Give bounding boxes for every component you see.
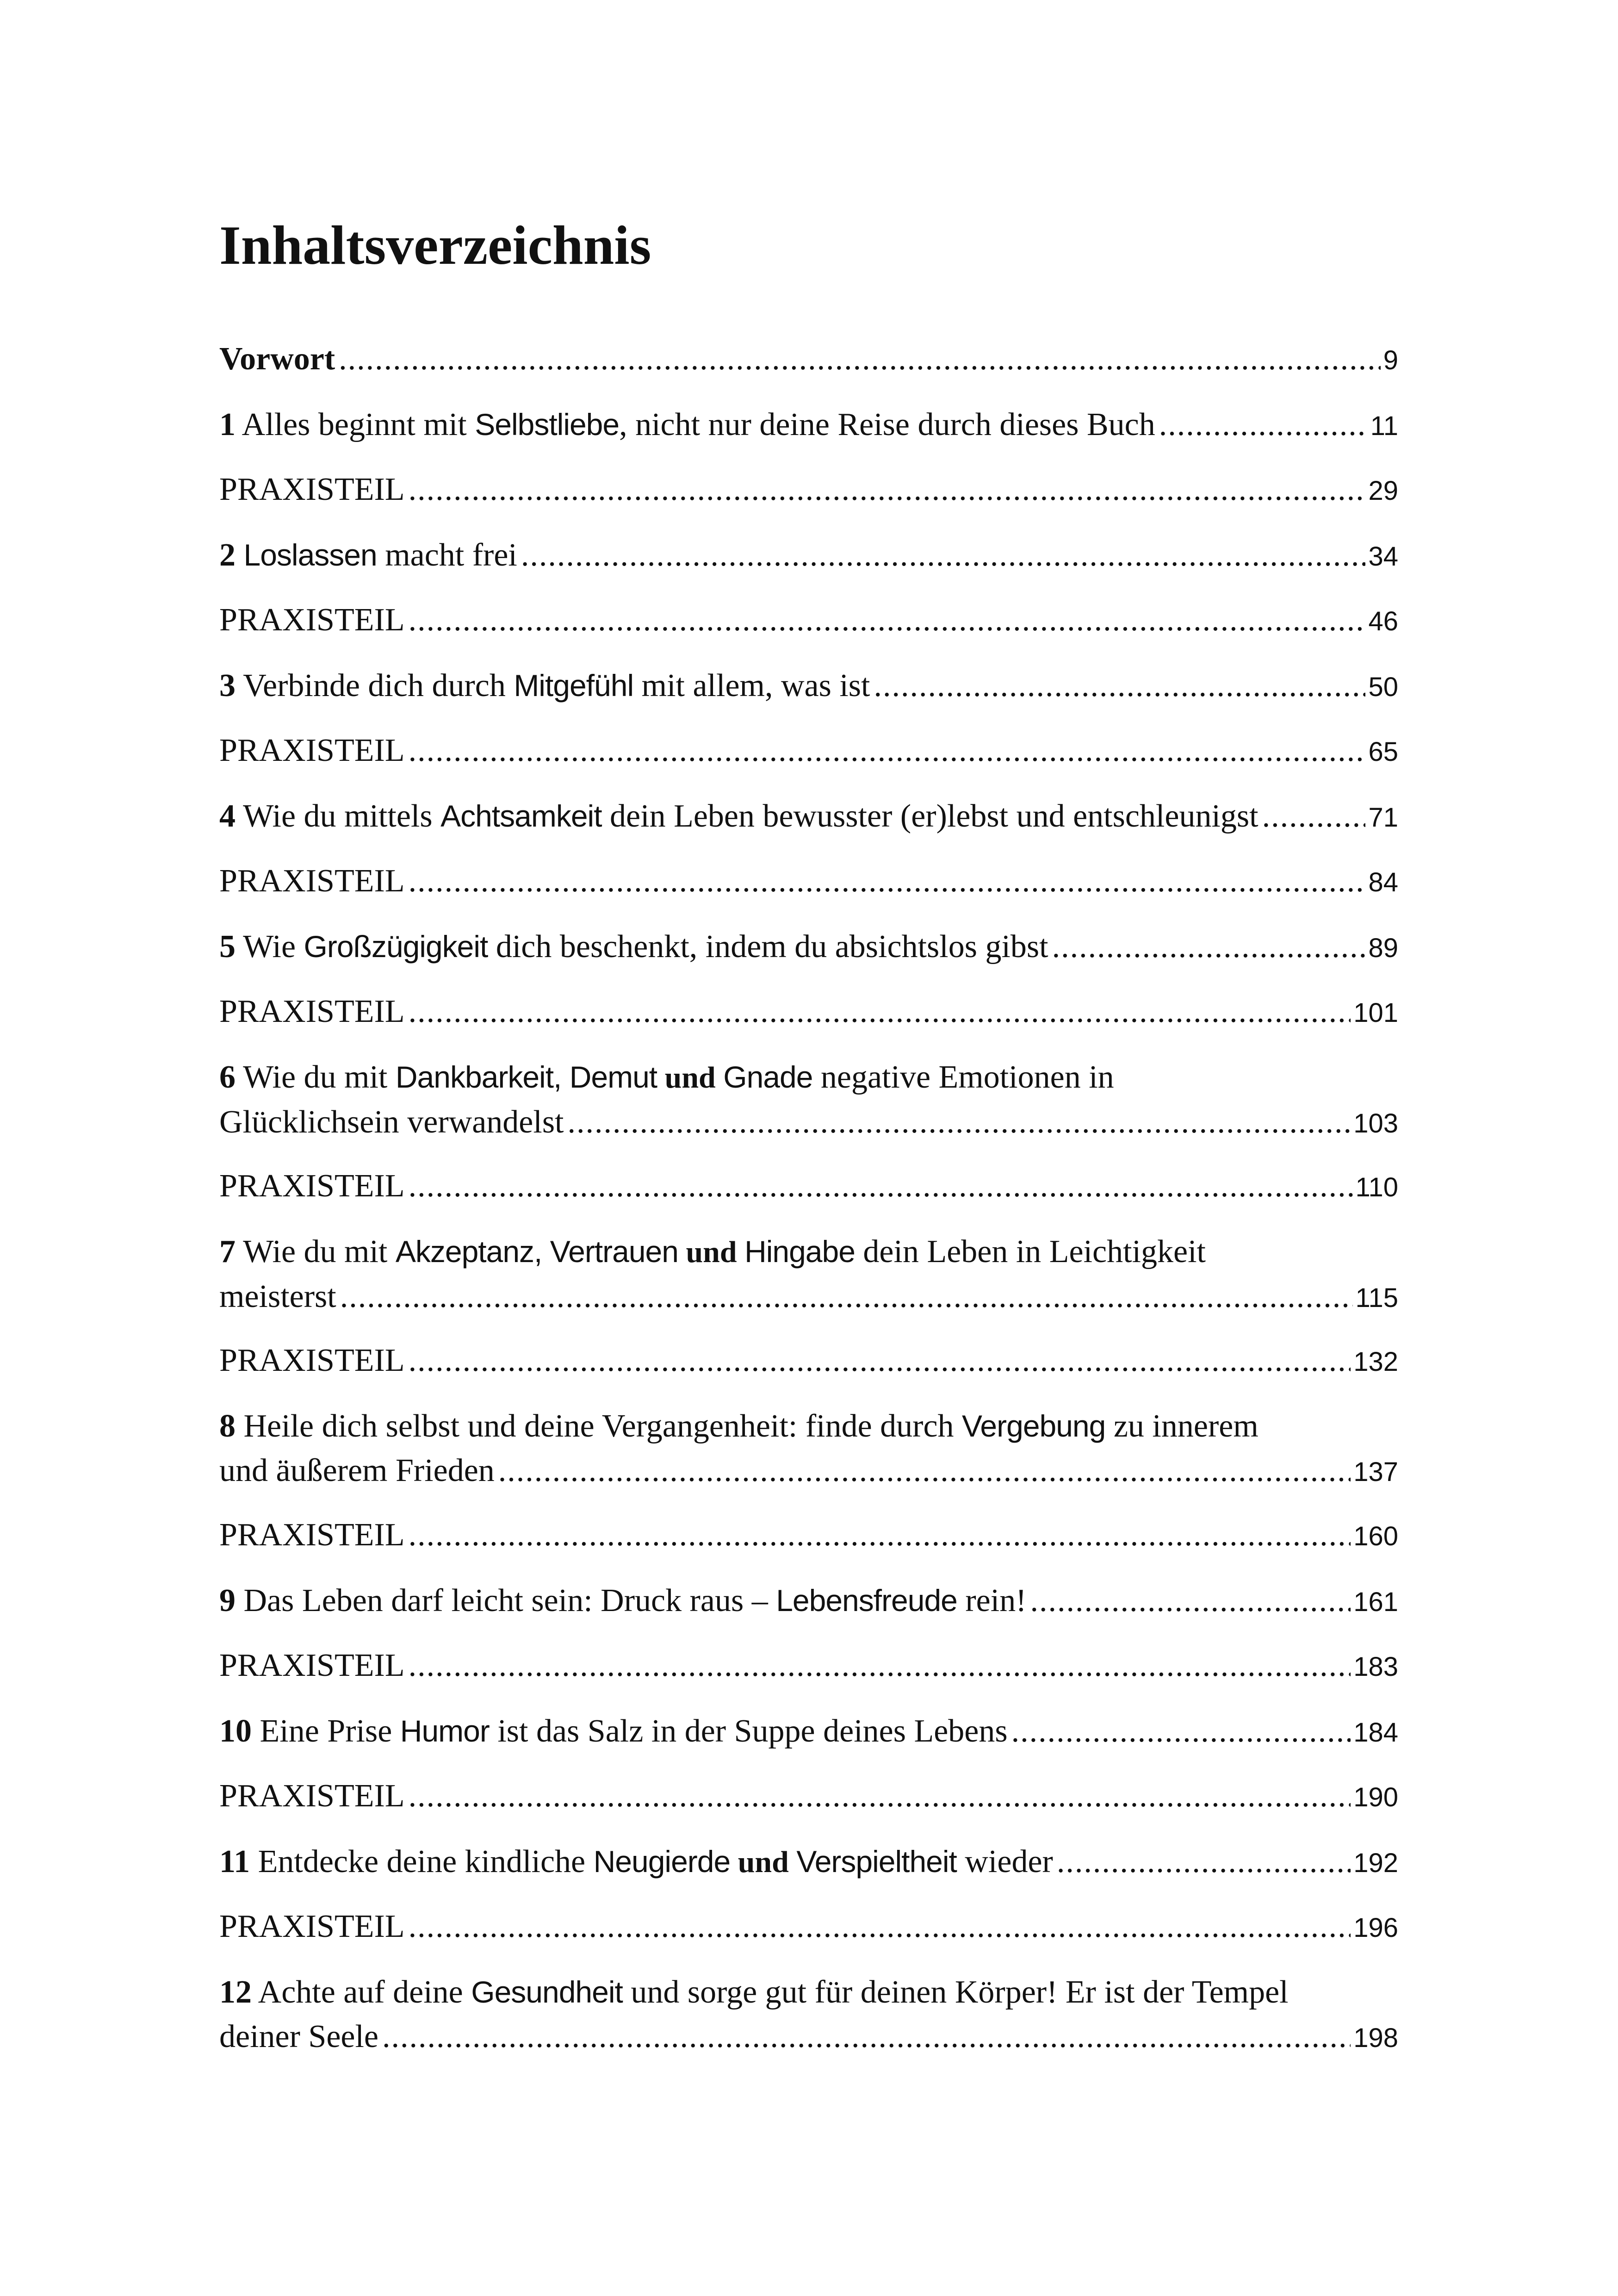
toc-text: dein Leben bewusster (er)lebst und entschleunigst bbox=[601, 798, 1258, 834]
dot-leader bbox=[409, 1774, 1351, 1818]
toc-text: Glücklichsein verwandelst bbox=[219, 1104, 564, 1140]
toc-entry-line bbox=[219, 1404, 1398, 1449]
chapter-number: 2 bbox=[219, 537, 236, 573]
toc-entry-line bbox=[219, 1449, 1398, 1494]
dot-leader bbox=[1057, 1840, 1351, 1884]
page-number: 190 bbox=[1353, 1782, 1398, 1812]
toc-entry-title bbox=[219, 1404, 1258, 1449]
toc-text: PRAXISTEIL bbox=[219, 1778, 405, 1814]
toc-entry-title bbox=[219, 1709, 1008, 1754]
page-number: 101 bbox=[1353, 998, 1398, 1028]
chapter-number: 1 bbox=[219, 407, 236, 442]
toc-entry bbox=[219, 598, 1398, 644]
chapter-keyword: Mitgefühl bbox=[514, 668, 634, 703]
page-number: 183 bbox=[1353, 1652, 1398, 1682]
toc-entry-line bbox=[219, 663, 1398, 709]
toc-entry-title bbox=[219, 1055, 1114, 1100]
toc-text: zu innerem bbox=[1105, 1408, 1258, 1444]
toc-text bbox=[236, 537, 244, 573]
toc-entry-title bbox=[219, 989, 405, 1034]
page-number: 115 bbox=[1355, 1283, 1398, 1313]
toc-text: macht frei bbox=[377, 537, 517, 573]
dot-leader bbox=[1052, 925, 1366, 969]
toc-entry bbox=[219, 337, 1398, 383]
toc-entry-line bbox=[219, 1055, 1398, 1100]
toc-entry-title bbox=[219, 1578, 1027, 1623]
toc-entry-line bbox=[219, 859, 1398, 905]
chapter-number: 5 bbox=[219, 929, 236, 964]
toc-entry bbox=[219, 1513, 1398, 1559]
toc-entry bbox=[219, 1709, 1398, 1755]
toc-entry-title bbox=[219, 1904, 405, 1949]
dot-leader bbox=[498, 1449, 1351, 1493]
chapter-number: 3 bbox=[219, 668, 236, 703]
toc-entry-line bbox=[219, 924, 1398, 971]
toc-entry bbox=[219, 1774, 1398, 1820]
toc-text: PRAXISTEIL bbox=[219, 1648, 405, 1683]
toc-entry bbox=[219, 1970, 1398, 2060]
page-number: 103 bbox=[1353, 1108, 1398, 1139]
dot-leader bbox=[409, 1513, 1351, 1557]
toc-text: Entdecke deine kindliche bbox=[250, 1844, 594, 1879]
dot-leader bbox=[874, 664, 1365, 708]
chapter-number: 9 bbox=[219, 1583, 236, 1618]
toc-text: Wie du mit bbox=[236, 1234, 396, 1269]
toc-entry-line bbox=[219, 1513, 1398, 1559]
toc-text: Eine Prise bbox=[252, 1713, 400, 1749]
dot-leader bbox=[340, 1275, 1353, 1319]
dot-leader bbox=[409, 728, 1366, 773]
page-number: 29 bbox=[1368, 476, 1398, 506]
toc-text: PRAXISTEIL bbox=[219, 733, 405, 768]
chapter-number: 8 bbox=[219, 1408, 236, 1444]
page-number: 84 bbox=[1368, 867, 1398, 897]
toc-entry-title bbox=[219, 2015, 378, 2059]
chapter-keyword: Humor bbox=[400, 1714, 490, 1748]
toc-entry bbox=[219, 728, 1398, 774]
toc-entry-title bbox=[219, 598, 405, 642]
dot-leader bbox=[521, 533, 1366, 578]
toc-text: dein Leben in Leichtigkeit bbox=[855, 1234, 1206, 1269]
toc-text: Verbinde dich durch bbox=[236, 668, 514, 703]
toc-entry bbox=[219, 402, 1398, 448]
page-number: 9 bbox=[1383, 345, 1398, 375]
toc-entry-line bbox=[219, 2015, 1398, 2060]
toc-text: Das Leben darf leicht sein: Druck raus – bbox=[236, 1583, 776, 1618]
page-number: 161 bbox=[1353, 1587, 1398, 1617]
page-number: 50 bbox=[1368, 672, 1398, 702]
toc-entry-line bbox=[219, 1904, 1398, 1950]
toc-text: und sorge gut für deinen Körper! Er ist der Tempel bbox=[622, 1974, 1289, 2010]
toc-entry bbox=[219, 533, 1398, 579]
toc-entry bbox=[219, 1578, 1398, 1624]
toc-entry-line bbox=[219, 533, 1398, 579]
chapter-keyword: Großzügigkeit bbox=[304, 929, 488, 964]
toc-entry bbox=[219, 989, 1398, 1035]
chapter-keyword: Verspieltheit bbox=[796, 1844, 957, 1879]
dot-leader bbox=[409, 1338, 1351, 1383]
toc-text: PRAXISTEIL bbox=[219, 472, 405, 507]
toc-text: PRAXISTEIL bbox=[219, 1517, 405, 1553]
toc-entry-line bbox=[219, 1839, 1398, 1885]
toc-entry bbox=[219, 1164, 1398, 1210]
page-number: 46 bbox=[1368, 606, 1398, 636]
toc-entry bbox=[219, 1904, 1398, 1950]
toc-text: Wie bbox=[236, 929, 304, 964]
toc-entry-title bbox=[219, 1338, 405, 1383]
toc-text: PRAXISTEIL bbox=[219, 994, 405, 1029]
toc-text: Vorwort bbox=[219, 341, 335, 377]
toc-entry-line bbox=[219, 1229, 1398, 1275]
toc-entry-title bbox=[219, 1164, 405, 1208]
toc-entry-title bbox=[219, 1449, 495, 1493]
toc-entry-title bbox=[219, 663, 870, 708]
toc-text: und bbox=[657, 1061, 724, 1095]
chapter-number: 4 bbox=[219, 798, 236, 834]
chapter-keyword: Achtsamkeit bbox=[440, 799, 602, 833]
chapter-keyword: Hingabe bbox=[744, 1234, 855, 1269]
toc-entry-title bbox=[219, 337, 335, 381]
chapter-keyword: Gnade bbox=[723, 1060, 813, 1094]
toc-text: PRAXISTEIL bbox=[219, 1168, 405, 1204]
toc-entry-title bbox=[219, 1839, 1053, 1885]
toc-entry bbox=[219, 859, 1398, 905]
toc-entry-line bbox=[219, 1643, 1398, 1689]
page-number: 184 bbox=[1353, 1717, 1398, 1748]
toc-text: dich beschenkt, indem du absichtslos gibst bbox=[488, 929, 1048, 964]
toc-entry-title bbox=[219, 533, 517, 578]
toc-heading: Inhaltsverzeichnis bbox=[219, 214, 651, 276]
toc-text: Wie du mittels bbox=[236, 798, 441, 834]
toc-entry-title bbox=[219, 1100, 564, 1145]
chapter-keyword: Gesundheit bbox=[471, 1975, 623, 2009]
page-number: 198 bbox=[1353, 2023, 1398, 2053]
chapter-number: 10 bbox=[219, 1713, 252, 1749]
toc-text: Wie du mit bbox=[236, 1059, 396, 1095]
toc-entry-title bbox=[219, 1970, 1289, 2015]
dot-leader bbox=[409, 989, 1351, 1034]
dot-leader bbox=[409, 598, 1366, 642]
chapter-number: 7 bbox=[219, 1234, 236, 1269]
toc-entry-line bbox=[219, 794, 1398, 840]
toc-text: Heile dich selbst und deine Vergangenheit: finde durch bbox=[236, 1408, 962, 1444]
toc-entry-title bbox=[219, 1774, 405, 1818]
toc-text: PRAXISTEIL bbox=[219, 1343, 405, 1378]
page-number: 110 bbox=[1355, 1172, 1398, 1202]
chapter-number: 11 bbox=[219, 1844, 250, 1879]
toc-entry bbox=[219, 924, 1398, 971]
dot-leader bbox=[409, 467, 1366, 512]
chapter-keyword: Loslassen bbox=[243, 538, 377, 572]
dot-leader bbox=[409, 859, 1366, 903]
toc-text: negative Emotionen in bbox=[812, 1059, 1114, 1095]
chapter-keyword: Vergebung bbox=[962, 1409, 1106, 1443]
toc-entry-line bbox=[219, 989, 1398, 1035]
toc-entry-title bbox=[219, 1229, 1206, 1275]
toc-entry-title bbox=[219, 1643, 405, 1688]
chapter-keyword: Selbstliebe bbox=[475, 407, 620, 442]
toc-text: wieder bbox=[956, 1844, 1053, 1879]
page-number: 160 bbox=[1353, 1521, 1398, 1551]
toc-text: und bbox=[730, 1845, 797, 1879]
toc-entry-title bbox=[219, 859, 405, 903]
toc-text: und bbox=[678, 1235, 745, 1269]
toc-entry-title bbox=[219, 1513, 405, 1557]
page-number: 196 bbox=[1353, 1913, 1398, 1943]
toc-entry bbox=[219, 1404, 1398, 1494]
toc-entry-line bbox=[219, 1275, 1398, 1320]
toc-text: PRAXISTEIL bbox=[219, 863, 405, 899]
toc-entry bbox=[219, 794, 1398, 840]
toc-entry-line bbox=[219, 598, 1398, 644]
toc-text: PRAXISTEIL bbox=[219, 602, 405, 638]
dot-leader bbox=[1262, 794, 1366, 839]
chapter-keyword: Dankbarkeit, Demut bbox=[395, 1060, 657, 1094]
page-number: 137 bbox=[1353, 1457, 1398, 1487]
toc-text: Achte auf deine bbox=[252, 1974, 471, 2010]
chapter-keyword: Lebensfreude bbox=[776, 1583, 957, 1618]
dot-leader bbox=[1011, 1709, 1351, 1754]
toc-entry bbox=[219, 663, 1398, 709]
toc-text: PRAXISTEIL bbox=[219, 1909, 405, 1944]
dot-leader bbox=[409, 1904, 1351, 1949]
toc-entry bbox=[219, 467, 1398, 513]
toc-entry-line bbox=[219, 1709, 1398, 1755]
dot-leader bbox=[568, 1100, 1351, 1145]
page-number: 132 bbox=[1353, 1347, 1398, 1377]
toc-entry-line bbox=[219, 467, 1398, 513]
toc-entry-line bbox=[219, 402, 1398, 448]
toc-entry-line bbox=[219, 1164, 1398, 1210]
dot-leader bbox=[409, 1164, 1353, 1208]
page-number: 65 bbox=[1368, 737, 1398, 767]
chapter-keyword: Akzeptanz, Vertrauen bbox=[395, 1234, 678, 1269]
toc-entry bbox=[219, 1643, 1398, 1689]
toc-entry-line bbox=[219, 1774, 1398, 1820]
dot-leader bbox=[1159, 403, 1368, 447]
toc-entry-title bbox=[219, 794, 1258, 839]
chapter-number: 6 bbox=[219, 1059, 236, 1095]
chapter-keyword: Neugierde bbox=[593, 1844, 731, 1879]
toc-text: und äußerem Frieden bbox=[219, 1453, 495, 1488]
page-number: 11 bbox=[1370, 411, 1398, 441]
toc-entry-line bbox=[219, 1578, 1398, 1624]
toc-entry-line bbox=[219, 1100, 1398, 1146]
toc-entry-title bbox=[219, 402, 1155, 447]
dot-leader bbox=[382, 2015, 1351, 2059]
toc-entry bbox=[219, 1229, 1398, 1320]
page-number: 89 bbox=[1368, 933, 1398, 963]
toc-text: deiner Seele bbox=[219, 2019, 378, 2054]
dot-leader bbox=[409, 1643, 1351, 1688]
toc-entry-title bbox=[219, 924, 1048, 969]
dot-leader bbox=[339, 337, 1381, 381]
page-number: 71 bbox=[1368, 803, 1398, 833]
toc-text: meisterst bbox=[219, 1279, 336, 1314]
toc-text: Alles beginnt mit bbox=[236, 407, 475, 442]
toc-text: mit allem, was ist bbox=[633, 668, 870, 703]
toc-entry-line bbox=[219, 337, 1398, 383]
page-number: 192 bbox=[1353, 1848, 1398, 1878]
toc-entry-line bbox=[219, 1970, 1398, 2015]
toc-entry bbox=[219, 1839, 1398, 1885]
toc-entry-title bbox=[219, 1275, 336, 1319]
toc-entry-line bbox=[219, 728, 1398, 774]
toc-text: ist das Salz in der Suppe deines Lebens bbox=[489, 1713, 1008, 1749]
toc-text: rein! bbox=[957, 1583, 1027, 1618]
toc-entry-title bbox=[219, 728, 405, 773]
dot-leader bbox=[1030, 1579, 1351, 1623]
toc-entry-title bbox=[219, 467, 405, 512]
page-number: 34 bbox=[1368, 541, 1398, 572]
toc-entry-line bbox=[219, 1338, 1398, 1384]
toc-text: , nicht nur deine Reise durch dieses Buch bbox=[619, 407, 1155, 442]
toc-entry bbox=[219, 1055, 1398, 1146]
chapter-number: 12 bbox=[219, 1974, 252, 2010]
toc-entry bbox=[219, 1338, 1398, 1384]
